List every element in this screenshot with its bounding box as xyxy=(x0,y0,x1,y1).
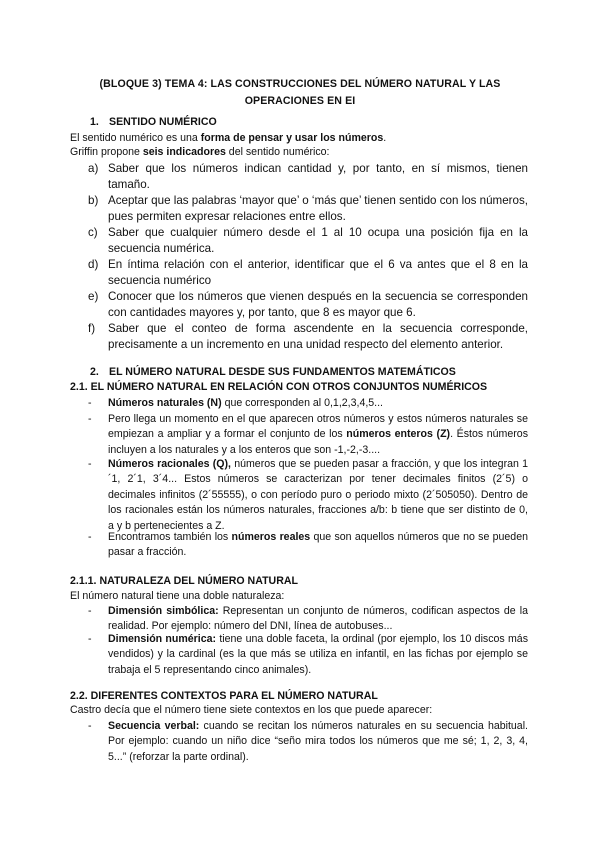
list-item-text xyxy=(108,632,528,678)
list-item xyxy=(88,604,528,635)
list-item xyxy=(88,719,528,765)
bold-term: Dimensión simbólica: xyxy=(108,605,219,617)
list-marker: e) xyxy=(88,290,99,303)
list-item xyxy=(88,257,528,289)
list-marker: a) xyxy=(88,162,99,175)
list-item-text: En íntima relación con el anterior, identificar que el 6 va antes que el 8 en la secuencia numérico xyxy=(108,258,528,287)
section-2-1-heading: 2.1. EL NÚMERO NATURAL EN RELACIÓN CON OTROS CONJUNTOS NUMÉRICOS xyxy=(70,381,488,393)
griffin-intro xyxy=(70,145,530,159)
list-item xyxy=(88,412,528,458)
section-2-heading: EL NÚMERO NATURAL DESDE SUS FUNDAMENTOS MATEMÁTICOS xyxy=(109,366,456,378)
term-text: Encontramos también los xyxy=(108,531,232,543)
term-text-end: que son aquellos números que no se pueden pasar a fracción. xyxy=(108,531,528,559)
term-text: Representan un conjunto de números, codifican aspectos de la realidad. Por ejemplo: número del DNI, línea de autobuses... xyxy=(108,605,528,633)
bold-term: Secuencia verbal: xyxy=(108,720,200,732)
bold-term: Dimensión numérica: xyxy=(108,633,217,645)
list-marker: - xyxy=(88,458,92,470)
list-item xyxy=(88,530,528,561)
list-item-text: Aceptar que las palabras ‘mayor que’ o ‘más que’ tienen sentido con los números, pues permiten expresar relaciones entre ellos. xyxy=(108,194,528,223)
page-title: (BLOQUE 3) TEMA 4: LAS CONSTRUCCIONES DEL NÚMERO NATURAL Y LAS OPERACIONES EN EI xyxy=(99,78,501,107)
list-item-text xyxy=(108,530,528,561)
term-text: cuando se recitan los números naturales en su secuencia habitual. Por ejemplo: cuando un niño dice “seño mira todos los números que me sé; 1, 2, 3, 4, 5...” (reforzar la parte ordinal). xyxy=(108,720,528,763)
list-item xyxy=(88,396,528,411)
term-text-end: . Éstos números incluyen a los naturales y a los enteros que son -1,-2,-3.... xyxy=(108,428,528,456)
section-1-heading: SENTIDO NUMÉRICO xyxy=(109,116,217,128)
term-text: tiene una doble faceta, la ordinal (por ejemplo, los 10 discos más vendidos) y la cardinal (es la que más se utiliza en infantil, en las fichas por ejemplo se trabaja el 5 representando cinco animales). xyxy=(108,633,528,676)
section-1-intro xyxy=(70,131,530,145)
list-item-text xyxy=(108,457,528,534)
list-item-text: Saber que cualquier número desde el 1 al 10 ocupa una posición fija en la secuencia numérica. xyxy=(108,226,528,255)
list-item xyxy=(88,632,528,678)
list-item-text xyxy=(108,604,528,635)
section-2-1-1-heading: 2.1.1. NATURALEZA DEL NÚMERO NATURAL xyxy=(70,575,298,587)
term-text: Pero llega un momento en el que aparecen otros números y estos números naturales se empiezan a ampliar y a formar el conjunto de los xyxy=(108,413,528,441)
list-item xyxy=(88,225,528,257)
list-marker: d) xyxy=(88,258,99,271)
list-marker: - xyxy=(88,413,92,425)
list-item xyxy=(88,289,528,321)
term-text: números que se pueden pasar a fracción, y que los integran 1´1, 2´1, 3´4... Estos números se caracterizan por tener decimales finitos (2´5) o decimales infinitos (2´55555), o con período puro o periodo mixto (2´505050). Dentro de los racionales están los números naturales, fracciones a/b: b tiene que ser distinto de 0, a y b pertenecientes a Z. xyxy=(108,458,528,532)
list-item xyxy=(88,457,528,534)
list-item-text: Conocer que los números que vienen después en la secuencia se corresponden con cantidades mayores y, por tanto, que 8 es mayor que 6. xyxy=(108,290,528,319)
list-marker: f) xyxy=(88,322,96,335)
section-2-number: 2. xyxy=(90,366,99,378)
griffin-end: del sentido numérico: xyxy=(225,146,330,158)
bold-term: números enteros (Z) xyxy=(346,428,451,441)
list-marker: - xyxy=(88,720,92,732)
list-item-text xyxy=(108,396,528,411)
section-2-2-heading: 2.2. DIFERENTES CONTEXTOS PARA EL NÚMERO NATURAL xyxy=(70,690,378,702)
list-item xyxy=(88,193,528,225)
list-item xyxy=(88,161,528,193)
list-item-text xyxy=(108,412,528,458)
list-marker: - xyxy=(88,605,92,617)
list-item xyxy=(88,321,528,353)
section-1-number: 1. xyxy=(90,116,99,128)
section-2-2-intro: Castro decía que el número tiene siete contextos en los que puede aparecer: xyxy=(70,704,433,716)
griffin-bold: seis indicadores xyxy=(142,146,226,158)
bold-term: números reales xyxy=(231,531,311,543)
intro-bold: forma de pensar y usar los números xyxy=(200,132,384,144)
list-item-text: Saber que el conteo de forma ascendente en la secuencia corresponde, precisamente a un incremento en una unidad respecto del elemento anterior. xyxy=(108,322,528,351)
term-text: que corresponden al 0,1,2,3,4,5... xyxy=(221,397,383,409)
list-item-text: Saber que los números indican cantidad y, por tanto, en sí mismos, tienen tamaño. xyxy=(108,162,528,191)
list-marker: - xyxy=(88,633,92,645)
list-marker: b) xyxy=(88,194,99,207)
griffin-text: Griffin propone xyxy=(70,146,143,158)
list-item-text xyxy=(108,719,528,765)
intro-end: . xyxy=(383,132,387,144)
bold-term: Números racionales (Q), xyxy=(108,458,231,470)
list-marker: - xyxy=(88,397,92,409)
intro-text: El sentido numérico es una xyxy=(70,132,201,144)
list-marker: c) xyxy=(88,226,98,239)
bold-term: Números naturales (N) xyxy=(108,397,222,409)
section-2-1-1-intro: El número natural tiene una doble naturaleza: xyxy=(70,590,285,602)
list-marker: - xyxy=(88,531,92,543)
